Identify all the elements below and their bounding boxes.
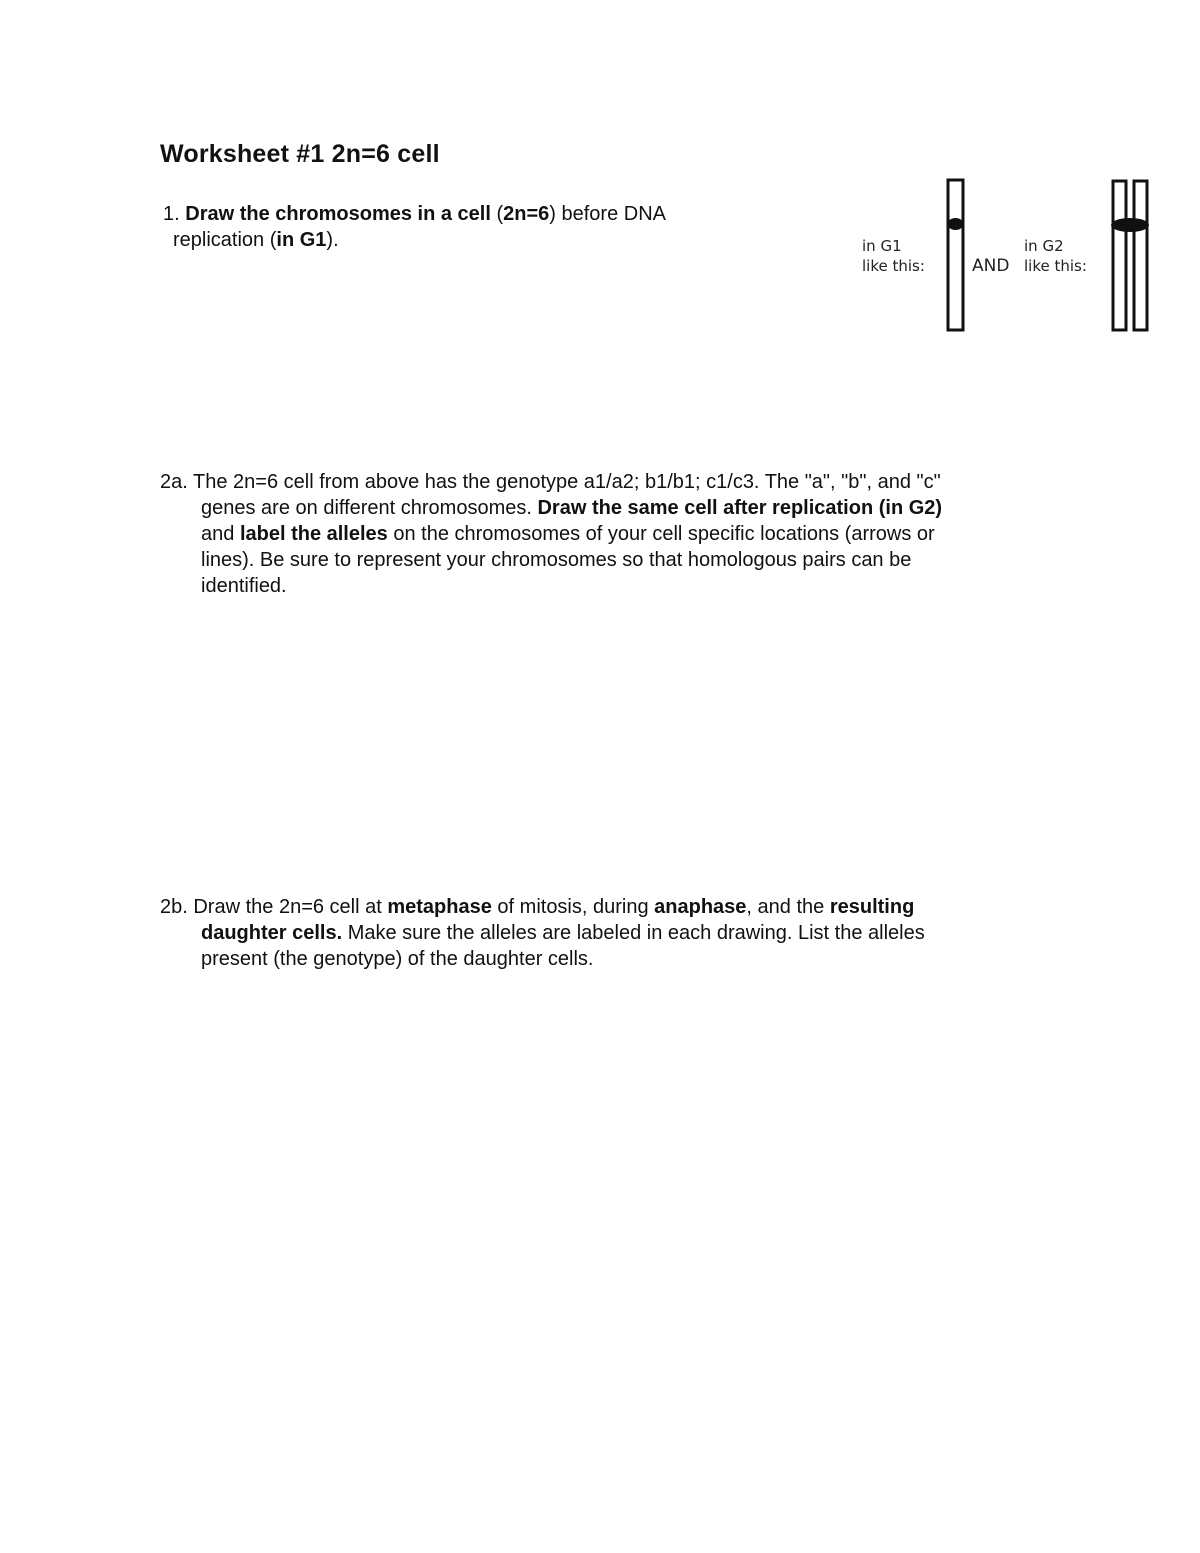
question-2a-line-3-b: on the chromosomes of your cell specific locations (arrows or [387,523,935,545]
question-2b-line-1-a: 2b. Draw the 2n=6 cell at [160,896,388,918]
g1-chromatid [948,180,963,330]
question-2b-metaphase: metaphase [387,896,492,918]
question-2b-resulting: resulting [829,896,915,918]
g2-sister-chromatid-left [1113,181,1126,330]
g1-chromosome [948,180,964,330]
question-2a-line-2 [160,495,1020,521]
question-2a [160,469,1020,599]
question-2b-line-2-a: Make sure the alleles are labeled in each drawing. List the alleles [342,922,925,944]
question-1-number: 1. [163,203,180,225]
question-2a-line-5: identified. [201,575,287,597]
g1-label-line-1: in G1 [862,237,902,255]
question-1-text-a: ( [490,203,504,225]
g2-label-line-2: like this: [1024,257,1087,275]
question-2a-line-3-a: and [201,523,240,545]
question-1-line-2-b: ). [326,229,339,251]
question-2b-line-1 [160,896,914,918]
chromosome-illustration [850,170,1170,340]
question-2b-line-1-b: of mitosis, during [491,896,655,918]
g2-chromosome [1111,181,1149,330]
question-1-line-2 [163,227,763,253]
question-2a-line-2-a: genes are on different chromosomes. [201,497,538,519]
question-2a-line-3 [160,521,1020,547]
question-2b [160,894,1020,972]
question-2b-anaphase: anaphase [654,896,747,918]
question-2a-line-3-bold: label the alleles [239,523,388,545]
g2-label-line-1: in G2 [1024,237,1064,255]
question-2b-line-2 [160,920,1020,946]
and-label: AND [972,256,1010,276]
chromosome-drawings [850,170,1170,340]
g2-sister-chromatid-right [1134,181,1147,330]
question-2a-line-1: 2a. The 2n=6 cell from above has the genotype a1/a2; b1/b1; c1/c3. The "a", "b", and "c" [160,471,941,493]
question-1-line-2-a: replication ( [173,229,277,251]
question-1-text-b: ) before DNA [549,203,666,225]
question-2b-daughter-cells: daughter cells. [201,922,343,944]
page-title: Worksheet #1 2n=6 cell [160,140,440,168]
g1-label-line-2: like this: [862,257,925,275]
g2-centromere [1111,218,1149,232]
question-1-phase: in G1 [276,229,327,251]
question-1 [163,201,763,253]
question-2a-line-4: lines). Be sure to represent your chromosomes so that homologous pairs can be [201,549,912,571]
question-2a-line-2-bold: Draw the same cell after replication (in G2) [537,497,943,519]
question-2b-line-3: present (the genotype) of the daughter cells. [201,948,594,970]
question-2b-line-1-c: , and the [746,896,830,918]
question-1-ploidy: 2n=6 [503,203,550,225]
question-1-bold: Draw the chromosomes in a cell [185,203,491,225]
g1-centromere [948,218,964,230]
